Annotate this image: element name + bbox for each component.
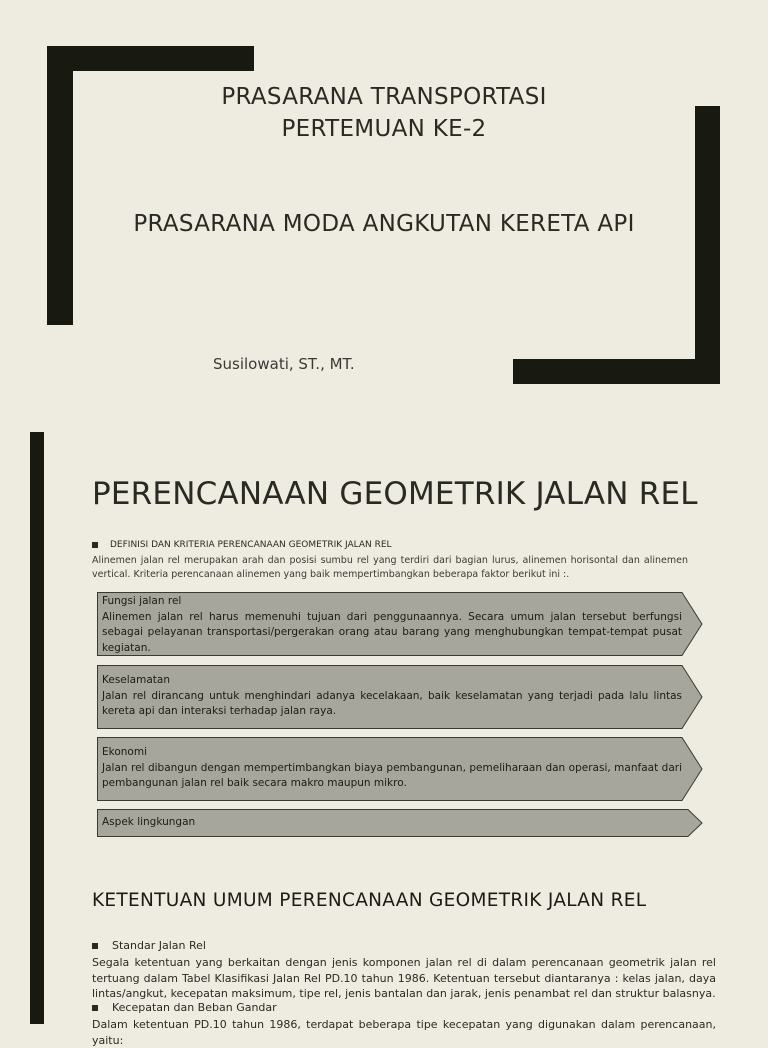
bullet-definisi-label: DEFINISI DAN KRITERIA PERENCANAAN GEOMETRIK JALAN REL [110, 540, 392, 550]
criteria-item-ekonomi [97, 737, 703, 801]
criteria-item-fungsi [97, 592, 703, 656]
bullet-standar-label: Standar Jalan Rel [112, 939, 206, 952]
criteria-item-keselamatan [97, 665, 703, 729]
frame-bar-top-left-horizontal [47, 46, 254, 71]
bullet-square-icon [92, 542, 98, 548]
bullet-kecepatan [92, 1001, 277, 1014]
content-slide [0, 432, 768, 1047]
criteria-item-lingkungan [97, 809, 703, 837]
standar-paragraph: Segala ketentuan yang berkaitan dengan jenis komponen jalan rel di dalam perencanaan geometrik jalan rel tertuang dalam Tabel Klasifikasi Jalan Rel PD.10 tahun 1986. Ketentuan tersebut diantaranya : kelas jalan, daya lintas/angkut, kecepatan maksimum, tipe rel, jenis bantalan dan jarak, jenis penambat rel dan struktur balasnya. [92, 956, 716, 1000]
title-slide [0, 0, 768, 420]
criteria-body: Jalan rel dirancang untuk menghindari adanya kecelakaan, baik keselamatan yang terjadi pada lalu lintas kereta api dan interaksi terhadap jalan raya. [102, 689, 682, 717]
kecepatan-paragraph: Dalam ketentuan PD.10 tahun 1986, terdapat beberapa tipe kecepatan yang digunakan dalam perencanaan, yaitu: [92, 1018, 716, 1047]
criteria-title: Fungsi jalan rel [102, 595, 182, 607]
bullet-square-icon [92, 943, 98, 949]
bullet-square-icon [92, 1005, 98, 1011]
intro-paragraph: Alinemen jalan rel merupakan arah dan posisi sumbu rel yang terdiri dari bagian lurus, alinemen horisontal dan alinemen vertical. Kriteria perencanaan alinemen yang baik mempertimbangkan beberapa faktor berikut ini :. [92, 555, 688, 580]
criteria-body: Alinemen jalan rel harus memenuhi tujuan dari penggunaannya. Secara umum jalan tersebut berfungsi sebagai pelayanan transportasi/pergerakan orang atau barang yang menghubungkan tempat-tempat pusat kegiatan. [102, 610, 682, 654]
slide-divider [0, 420, 768, 432]
frame-bar-bottom-right-horizontal [513, 359, 720, 384]
section-heading-ketentuan: KETENTUAN UMUM PERENCANAAN GEOMETRIK JALAN REL [92, 890, 647, 911]
slide-heading: PERENCANAAN GEOMETRIK JALAN REL [92, 476, 698, 512]
frame-bar-bottom-right-vertical [695, 106, 720, 384]
title-line-1: PRASARANA TRANSPORTASI [221, 84, 547, 110]
criteria-body: Jalan rel dibangun dengan mempertimbangkan biaya pembangunan, pemeliharaan dan operasi, manfaat dari pembangunan jalan rel baik secara makro maupun mikro. [102, 761, 682, 789]
bullet-kecepatan-label: Kecepatan dan Beban Gandar [112, 1001, 277, 1014]
criteria-title: Ekonomi [102, 746, 147, 758]
left-accent-bar [30, 432, 44, 1024]
bullet-standar [92, 939, 206, 952]
subtitle: PRASARANA MODA ANGKUTAN KERETA API [133, 211, 635, 237]
criteria-title: Aspek lingkungan [102, 816, 196, 828]
title-line-2: PERTEMUAN KE-2 [281, 116, 487, 142]
bullet-definisi [92, 540, 392, 550]
author-name: Susilowati, ST., MT. [213, 355, 355, 373]
criteria-title: Keselamatan [102, 674, 170, 686]
